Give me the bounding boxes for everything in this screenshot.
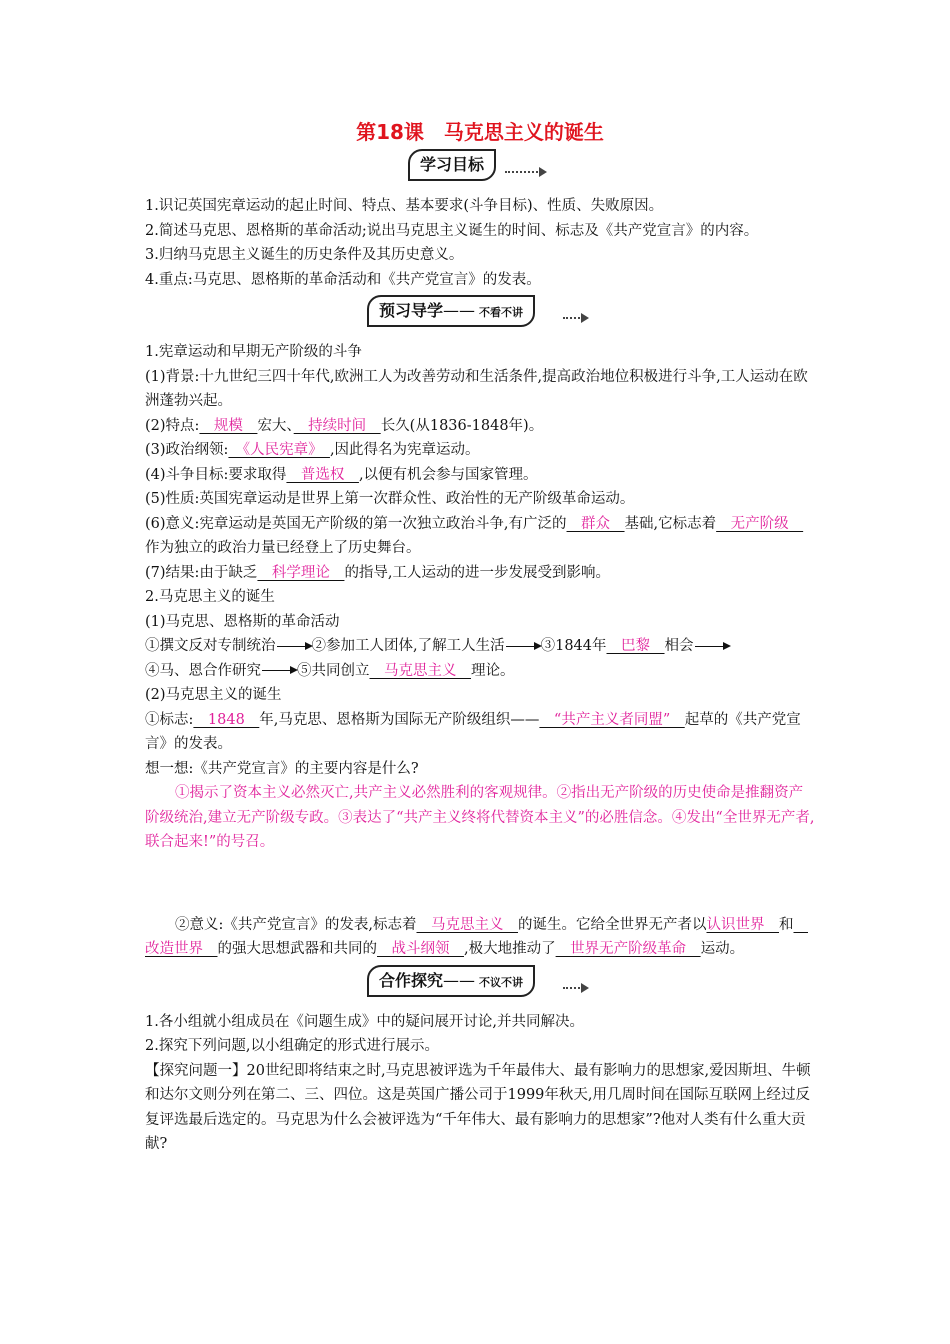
think-answer: ①揭示了资本主义必然灭亡,共产主义必然胜利的客观规律。②指出无产阶级的历史使命是推翻资产阶级统治,建立无产阶级专政。③表达了“共产主义终将代替资本主义”的必胜信念。④发出“全世界无产者,联合起来!”的号召。 [145, 785, 815, 850]
section-header-preview [145, 292, 815, 328]
page-title: 第18课 马克思主义的诞生 [356, 120, 604, 144]
paragraph: (6)意义:宪章运动是英国无产阶级的第一次独立政治斗争,有广泛的 群众 基础,它标志着 无产阶级 作为独立的政治力量已经登上了历史舞台。 [145, 515, 804, 556]
arrow-icon [277, 646, 311, 647]
subheading: (1)马克思、恩格斯的革命活动 [145, 613, 340, 630]
paragraph: ②意义:《共产党宣言》的发表,标志着 马克思主义 的诞生。它给全世界无产者以认识世界 和 改造世界 的强大思想武器和共同的 战斗纲领 ,极大地推动了 世界无产阶级革命 运动。 [145, 916, 808, 957]
heading: 1.宪章运动和早期无产阶级的斗争 [145, 344, 362, 360]
section-label: 合作探究—— 不议不讲 [367, 965, 535, 997]
section-header-explore [145, 962, 815, 998]
objective-item: 3.归纳马克思主义诞生的历史条件及其历史意义。 [145, 247, 464, 263]
section-label: 学习目标 [408, 149, 496, 181]
paragraph: (2)特点: 规模 宏大、 持续时间 长久(从1836-1848年)。 [145, 417, 544, 434]
arrow-icon [563, 317, 583, 319]
arrow-icon [505, 171, 541, 173]
paragraph: (3)政治纲领: 《人民宪章》 ,因此得名为宪章运动。 [145, 442, 480, 458]
paragraph: 【探究问题一】20世纪即将结束之时,马克思被评选为千年最伟大、最有影响力的思想家,爱因斯坦、牛顿和达尔文则分列在第二、三、四位。这是英国广播公司于1999年秋天,用几周时间在国际互联网上经过反复评选最后选定的。马克思为什么会被评选为“千年伟大、最有影响力的思想家”?他对人类有什么重大贡献? [145, 1062, 811, 1152]
paragraph: ①撰文反对专制统治 ②参加工人团体,了解工人生活 ③1844年 巴黎 相会 [145, 634, 815, 659]
section-header-objectives [145, 146, 815, 182]
paragraph: (1)背景:十九世纪三四十年代,欧洲工人为改善劳动和生活条件,提高政治地位积极进行斗争,工人运动在欧洲蓬勃兴起。 [145, 368, 808, 409]
arrow-icon [563, 987, 583, 989]
page [145, 118, 815, 1157]
arrow-icon [262, 670, 296, 671]
section-label: 预习导学—— 不看不讲 [367, 295, 535, 327]
paragraph: 2.探究下列问题,以小组确定的形式进行展示。 [145, 1038, 439, 1054]
objective-item: 1.识记英国宪章运动的起止时间、特点、基本要求(斗争目标)、性质、失败原因。 [145, 198, 664, 214]
objective-item: 4.重点:马克思、恩格斯的革命活动和《共产党宣言》的发表。 [145, 271, 541, 288]
heading: 2.马克思主义的诞生 [145, 589, 275, 605]
paragraph: 1.各小组就小组成员在《问题生成》中的疑问展开讨论,并共同解决。 [145, 1013, 584, 1030]
paragraph: ①标志: 1848 年,马克思、恩格斯为国际无产阶级组织—— “共产主义者同盟” 起草的《共产党宣言》的发表。 [145, 711, 801, 752]
subheading: (2)马克思主义的诞生 [145, 687, 282, 703]
arrow-icon [695, 646, 729, 647]
paragraph: (5)性质:英国宪章运动是世界上第一次群众性、政治性的无产阶级革命运动。 [145, 491, 635, 507]
arrow-icon [506, 646, 540, 647]
paragraph: ④马、恩合作研究 ⑤共同创立 马克思主义 理论。 [145, 662, 515, 679]
objective-item: 2.简述马克思、恩格斯的革命活动;说出马克思主义诞生的时间、标志及《共产党宣言》的内容。 [145, 222, 759, 239]
paragraph: (7)结果:由于缺乏 科学理论 的指导,工人运动的进一步发展受到影响。 [145, 564, 611, 581]
paragraph: (4)斗争目标:要求取得 普选权 ,以便有机会参与国家管理。 [145, 466, 538, 483]
think-question: 想一想:《共产党宣言》的主要内容是什么? [145, 760, 419, 777]
